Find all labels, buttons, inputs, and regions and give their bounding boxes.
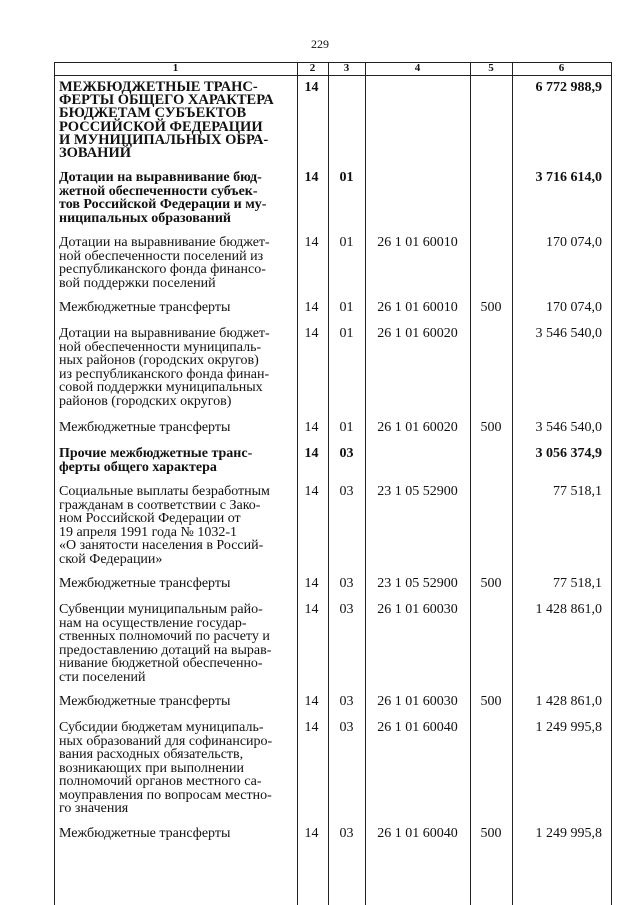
row-amount: 1 249 995,8 bbox=[535, 720, 602, 735]
row-name: Межбюджетные трансферты bbox=[59, 420, 231, 435]
row-target-article-code: 23 1 05 52900 bbox=[377, 484, 458, 499]
row-subsection-code: 03 bbox=[339, 720, 354, 735]
row-target-article-code: 26 1 01 60030 bbox=[377, 694, 458, 709]
row-name: Прочие межбюджетные транс- ферты общего характера bbox=[59, 446, 253, 475]
row-section-code: 14 bbox=[304, 80, 319, 95]
row-target-article-code: 26 1 01 60010 bbox=[377, 300, 458, 315]
row-section-code: 14 bbox=[304, 170, 319, 185]
row-name: Дотации на выравнивание бюд- жетной обеспеченности субъек- тов Российской Федерации и му- ниципальных образований bbox=[59, 170, 267, 226]
row-section-code: 14 bbox=[304, 420, 319, 435]
row-section-code: 14 bbox=[304, 720, 319, 735]
row-section-code: 14 bbox=[304, 576, 319, 591]
header-bottom-border bbox=[54, 75, 612, 76]
column-divider bbox=[297, 62, 298, 905]
row-target-article-code: 26 1 01 60020 bbox=[377, 326, 458, 341]
table-left-border bbox=[54, 62, 55, 905]
row-subsection-code: 01 bbox=[339, 300, 354, 315]
row-target-article-code: 26 1 01 60040 bbox=[377, 720, 458, 735]
row-subsection-code: 03 bbox=[339, 576, 354, 591]
row-expense-type-code: 500 bbox=[480, 826, 502, 841]
row-name: Межбюджетные трансферты bbox=[59, 576, 231, 591]
row-subsection-code: 03 bbox=[339, 694, 354, 709]
row-amount: 170 074,0 bbox=[546, 235, 602, 250]
column-header-3: 3 bbox=[343, 62, 350, 74]
row-amount: 3 546 540,0 bbox=[535, 420, 602, 435]
column-divider bbox=[328, 62, 329, 905]
table-right-border bbox=[611, 62, 612, 905]
row-amount: 77 518,1 bbox=[553, 484, 602, 499]
row-name: Социальные выплаты безработным гражданам в соответствии с Зако- ном Российской Федерации от 19 апреля 1991 года № 1032-1 «О занятости населения в Россий- ской Федерации» bbox=[59, 484, 270, 567]
row-amount: 3 546 540,0 bbox=[535, 326, 602, 341]
row-subsection-code: 01 bbox=[339, 420, 354, 435]
row-name: Межбюджетные трансферты bbox=[59, 694, 231, 709]
row-section-code: 14 bbox=[304, 326, 319, 341]
row-name: Межбюджетные трансферты bbox=[59, 826, 231, 841]
row-section-code: 14 bbox=[304, 694, 319, 709]
row-subsection-code: 01 bbox=[339, 326, 354, 341]
row-amount: 3 716 614,0 bbox=[535, 170, 602, 185]
column-header-1: 1 bbox=[172, 62, 179, 74]
row-subsection-code: 03 bbox=[339, 446, 354, 461]
row-amount: 1 249 995,8 bbox=[535, 826, 602, 841]
row-expense-type-code: 500 bbox=[480, 576, 502, 591]
row-amount: 1 428 861,0 bbox=[535, 602, 602, 617]
column-divider bbox=[470, 62, 471, 905]
column-divider bbox=[512, 62, 513, 905]
row-section-code: 14 bbox=[304, 602, 319, 617]
row-section-code: 14 bbox=[304, 826, 319, 841]
row-target-article-code: 26 1 01 60040 bbox=[377, 826, 458, 841]
budget-table bbox=[54, 62, 612, 905]
row-amount: 77 518,1 bbox=[553, 576, 602, 591]
row-target-article-code: 26 1 01 60030 bbox=[377, 602, 458, 617]
row-section-code: 14 bbox=[304, 446, 319, 461]
row-name: Дотации на выравнивание бюджет- ной обеспеченности муниципаль- ных районов (городских округов) из республиканского фонда финан- совой поддержки муниципальных районов (городских округов) bbox=[59, 326, 270, 409]
row-expense-type-code: 500 bbox=[480, 420, 502, 435]
row-name: МЕЖБЮДЖЕТНЫЕ ТРАНС- ФЕРТЫ ОБЩЕГО ХАРАКТЕРА БЮДЖЕТАМ СУБЪЕКТОВ РОССИЙСКОЙ ФЕДЕРАЦИИ И МУНИЦИПАЛЬНЫХ ОБРА- ЗОВАНИЙ bbox=[59, 79, 274, 162]
row-target-article-code: 23 1 05 52900 bbox=[377, 576, 458, 591]
page-number: 229 bbox=[311, 37, 329, 51]
row-amount: 3 056 374,9 bbox=[535, 446, 602, 461]
row-subsection-code: 03 bbox=[339, 602, 354, 617]
column-divider bbox=[365, 62, 366, 905]
row-amount: 170 074,0 bbox=[546, 300, 602, 315]
row-subsection-code: 03 bbox=[339, 826, 354, 841]
row-name: Субсидии бюджетам муниципаль- ных образований для софинансиро- вания расходных обязательств, возникающих при выполнении полномочий органов местного са- моуправления по вопросам местно- го значения bbox=[59, 720, 273, 816]
row-name: Межбюджетные трансферты bbox=[59, 300, 231, 315]
row-section-code: 14 bbox=[304, 235, 319, 250]
column-header-2: 2 bbox=[309, 62, 316, 74]
row-expense-type-code: 500 bbox=[480, 300, 502, 315]
column-header-5: 5 bbox=[488, 62, 494, 74]
row-section-code: 14 bbox=[304, 484, 319, 499]
row-section-code: 14 bbox=[304, 300, 319, 315]
row-target-article-code: 26 1 01 60020 bbox=[377, 420, 458, 435]
row-subsection-code: 01 bbox=[339, 235, 354, 250]
row-subsection-code: 03 bbox=[339, 484, 354, 499]
row-amount: 6 772 988,9 bbox=[535, 80, 602, 95]
column-header-6: 6 bbox=[558, 62, 565, 74]
row-expense-type-code: 500 bbox=[480, 694, 502, 709]
row-subsection-code: 01 bbox=[339, 170, 354, 185]
row-amount: 1 428 861,0 bbox=[535, 694, 602, 709]
column-header-4: 4 bbox=[414, 62, 421, 74]
row-name: Субвенции муниципальным райо- нам на осуществление государ- ственных полномочий по расчету и предоставлению дотаций на вырав- нивание бюджетной обеспеченно- сти поселений bbox=[59, 602, 272, 685]
row-target-article-code: 26 1 01 60010 bbox=[377, 235, 458, 250]
row-name: Дотации на выравнивание бюджет- ной обеспеченности поселений из республиканского фонда финансо- вой поддержки поселений bbox=[59, 235, 270, 291]
